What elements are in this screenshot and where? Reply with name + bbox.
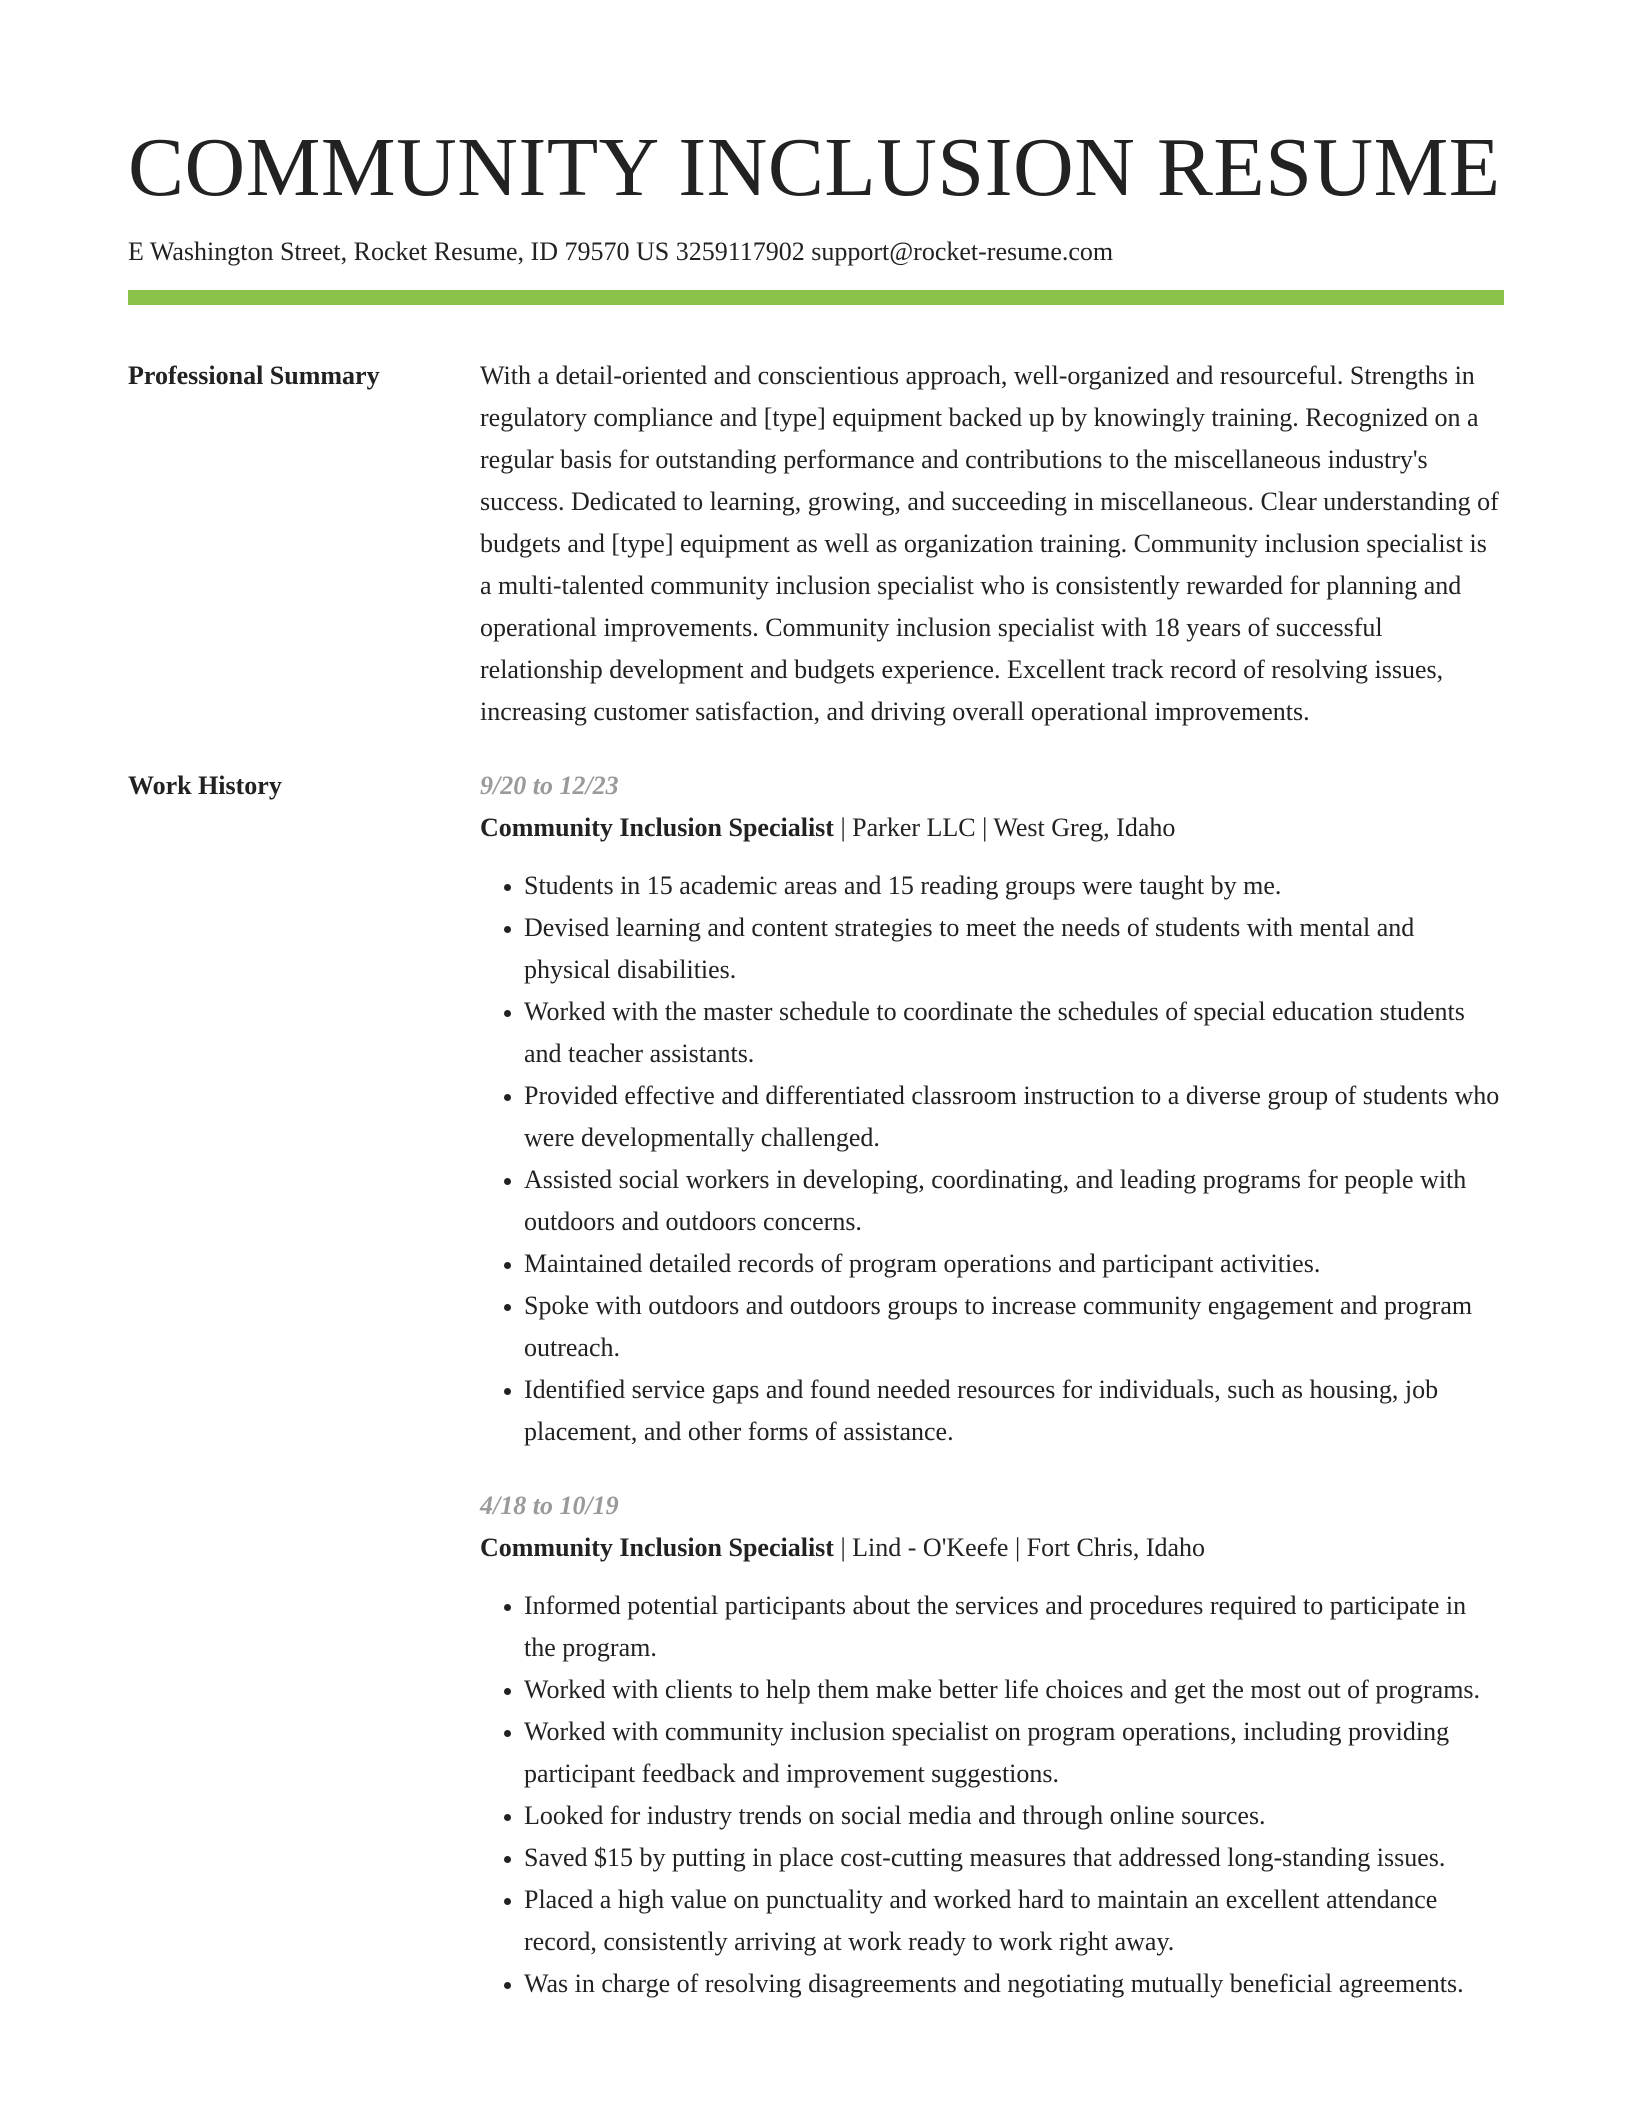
job-bullets (480, 1585, 1504, 2005)
job-bullet: • Placed a high value on punctuality and worked hard to maintain an excellent attendance record, consistently arriving at work ready to work right away. (524, 1879, 1504, 1963)
job-employer-location: | Parker LLC | West Greg, Idaho (833, 813, 1176, 842)
resume-page (128, 118, 1504, 2037)
job-bullet: • Worked with clients to help them make better life choices and get the most out of programs. (524, 1669, 1504, 1711)
job-bullet: • Students in 15 academic areas and 15 reading groups were taught by me. (524, 865, 1504, 907)
job-bullet: • Saved $15 by putting in place cost-cutting measures that addressed long-standing issues. (524, 1837, 1504, 1879)
contact-line: E Washington Street, Rocket Resume, ID 79570 US 3259117902 support@rocket-resume.com (128, 237, 1114, 266)
job-bullet: • Looked for industry trends on social media and through online sources. (524, 1795, 1504, 1837)
summary-text: With a detail-oriented and conscientious approach, well-organized and resourceful. Strengths in regulatory compliance and [type] equipment backed up by knowingly training. Recognized on a regular basis for outstanding performance and contributions to the miscellaneous industry's success. Dedicated to learning, growing, and succeeding in miscellaneous. Clear understanding of budgets and [type] equipment as well as organization training. Community inclusion specialist is a multi-talented community inclusion specialist who is consistently rewarded for planning and operational improvements. Community inclusion specialist with 18 years of successful relationship development and budgets experience. Excellent track record of resolving issues, increasing customer satisfaction, and driving overall operational improvements. (480, 361, 1499, 726)
job-employer-location: | Lind - O'Keefe | Fort Chris, Idaho (833, 1533, 1206, 1562)
jobs-list (480, 765, 1504, 2037)
section-label-work-history: Work History (128, 771, 282, 800)
job-bullet: • Maintained detailed records of program operations and participant activities. (524, 1243, 1504, 1285)
job-bullet: • Was in charge of resolving disagreements and negotiating mutually beneficial agreements. (524, 1963, 1504, 2005)
section-label-summary: Professional Summary (128, 361, 380, 390)
work-history-section (128, 765, 1504, 2037)
job-heading (480, 1527, 1504, 1569)
job-entry (480, 765, 1504, 1453)
professional-summary-section (128, 355, 1504, 733)
job-bullet: • Assisted social workers in developing, coordinating, and leading programs for people with outdoors and outdoors concerns. (524, 1159, 1504, 1243)
job-bullet: • Provided effective and differentiated classroom instruction to a diverse group of students who were developmentally challenged. (524, 1075, 1504, 1159)
resume-title: COMMUNITY INCLUSION RESUME (128, 121, 1501, 214)
job-bullet: • Devised learning and content strategies to meet the needs of students with mental and physical disabilities. (524, 907, 1504, 991)
job-dates: 4/18 to 10/19 (480, 1491, 619, 1520)
job-dates: 9/20 to 12/23 (480, 771, 619, 800)
header-divider (128, 290, 1504, 305)
job-bullet: • Spoke with outdoors and outdoors groups to increase community engagement and program outreach. (524, 1285, 1504, 1369)
job-entry (480, 1485, 1504, 2005)
job-title: Community Inclusion Specialist (480, 1533, 834, 1562)
job-bullet: • Informed potential participants about the services and procedures required to participate in the program. (524, 1585, 1504, 1669)
job-heading (480, 807, 1504, 849)
job-title: Community Inclusion Specialist (480, 813, 834, 842)
job-bullet: • Identified service gaps and found needed resources for individuals, such as housing, job placement, and other forms of assistance. (524, 1369, 1504, 1453)
job-bullet: • Worked with community inclusion specialist on program operations, including providing participant feedback and improvement suggestions. (524, 1711, 1504, 1795)
job-bullet: • Worked with the master schedule to coordinate the schedules of special education students and teacher assistants. (524, 991, 1504, 1075)
job-bullets (480, 865, 1504, 1453)
